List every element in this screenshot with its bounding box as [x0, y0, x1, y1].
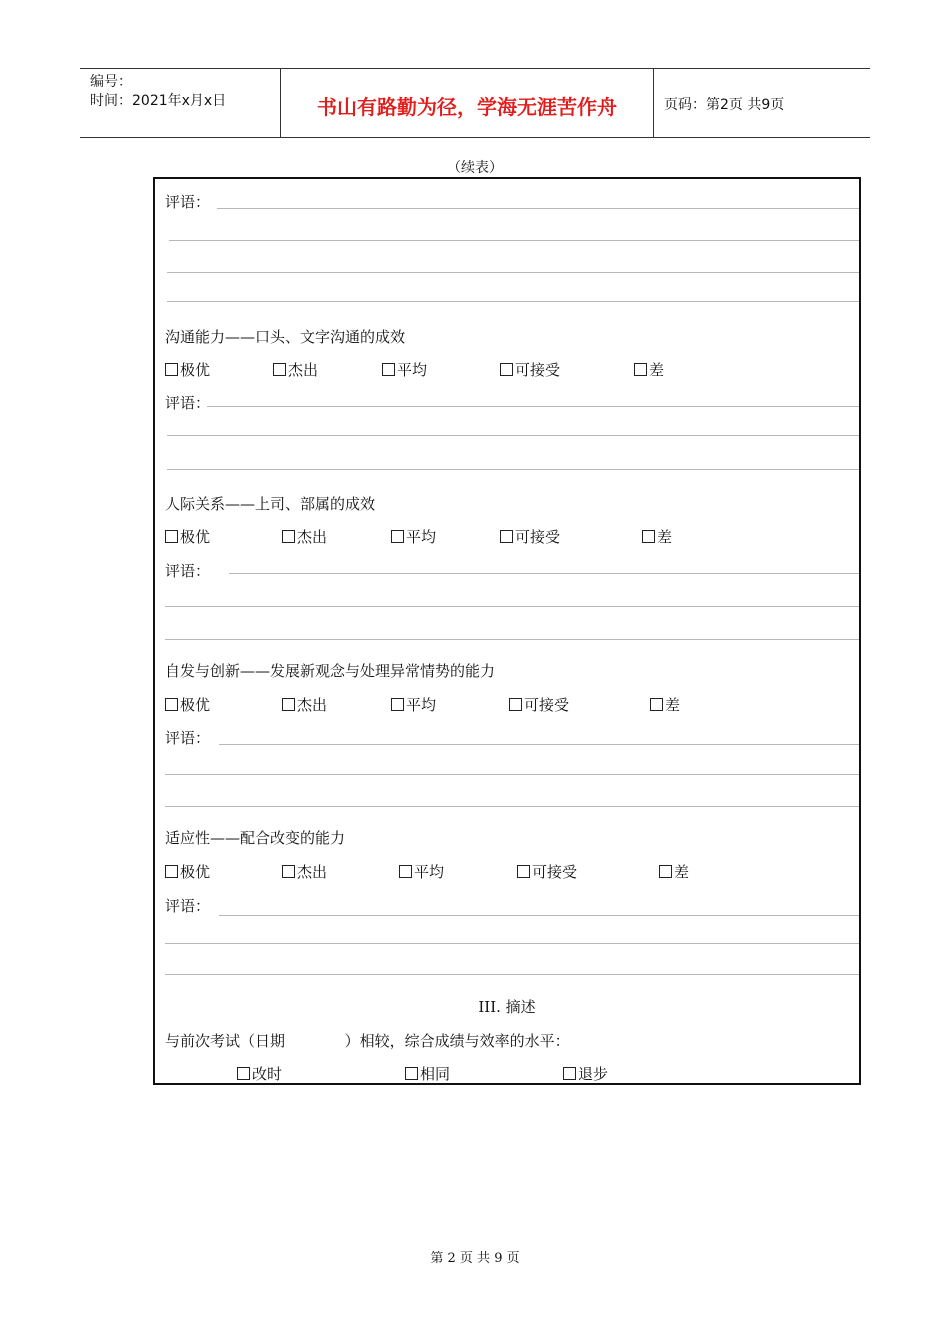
header-motto-cell	[281, 69, 654, 137]
header-page-cell	[654, 69, 870, 137]
checkbox[interactable]	[634, 363, 647, 376]
summary-option-same[interactable]: 相同	[405, 1063, 450, 1084]
rating-option-poor[interactable]: 差	[642, 526, 672, 547]
page-info: 页码：第2页 共9页	[664, 97, 785, 113]
header-meta-cell	[80, 69, 281, 137]
evaluation-form	[153, 177, 861, 1085]
rating-option-excellent[interactable]: 极优	[165, 861, 210, 882]
rating-option-average[interactable]: 平均	[391, 694, 436, 715]
motto: 书山有路勤为径，学海无涯苦作舟	[317, 95, 617, 119]
rating-option-average[interactable]: 平均	[382, 359, 427, 380]
comment-label: 评语：	[165, 562, 211, 580]
section-title: 适应性——配合改变的能力	[165, 829, 346, 847]
checkbox[interactable]	[509, 698, 522, 711]
page-header	[80, 68, 870, 138]
checkbox[interactable]	[165, 865, 178, 878]
comment-line[interactable]	[167, 301, 859, 302]
rating-option-acceptable[interactable]: 可接受	[500, 359, 560, 380]
checkbox[interactable]	[165, 363, 178, 376]
checkbox[interactable]	[273, 363, 286, 376]
comment-line[interactable]	[165, 806, 859, 807]
comment-line[interactable]	[165, 606, 859, 607]
rating-option-outstanding[interactable]: 杰出	[282, 861, 327, 882]
checkbox[interactable]	[642, 530, 655, 543]
summary-question-suffix: ）相较，综合成绩与效率的水平：	[344, 1032, 570, 1050]
comment-line[interactable]	[169, 240, 859, 241]
summary-question	[165, 1030, 570, 1051]
rating-option-poor[interactable]: 差	[659, 861, 689, 882]
comment-line[interactable]	[207, 406, 859, 407]
comment-label: 评语：	[165, 729, 211, 747]
checkbox[interactable]	[500, 530, 513, 543]
comment-line[interactable]	[219, 744, 859, 745]
checkbox[interactable]	[165, 698, 178, 711]
checkbox[interactable]	[659, 865, 672, 878]
comment-line[interactable]	[219, 915, 859, 916]
section-title: 人际关系——上司、部属的成效	[165, 495, 376, 513]
number-label: 编号：	[90, 74, 132, 90]
comment-line[interactable]	[165, 639, 859, 640]
comment-label: 评语：	[165, 193, 211, 211]
comment-line[interactable]	[167, 435, 859, 436]
continued-label: （续表）	[447, 160, 503, 176]
comment-line[interactable]	[165, 974, 859, 975]
summary-question-prefix: 与前次考试（日期	[165, 1032, 286, 1050]
checkbox[interactable]	[237, 1067, 250, 1080]
checkbox[interactable]	[282, 698, 295, 711]
comment-line[interactable]	[167, 469, 859, 470]
checkbox[interactable]	[563, 1067, 576, 1080]
comment-line[interactable]	[229, 573, 859, 574]
rating-option-excellent[interactable]: 极优	[165, 694, 210, 715]
rating-option-outstanding[interactable]: 杰出	[282, 526, 327, 547]
comment-line[interactable]	[217, 208, 859, 209]
summary-option-improved[interactable]: 改时	[237, 1063, 282, 1084]
checkbox[interactable]	[650, 698, 663, 711]
summary-heading: III. 摘述	[478, 998, 536, 1016]
checkbox[interactable]	[382, 363, 395, 376]
comment-line[interactable]	[165, 943, 859, 944]
rating-option-acceptable[interactable]: 可接受	[517, 861, 577, 882]
rating-option-poor[interactable]: 差	[650, 694, 680, 715]
checkbox[interactable]	[500, 363, 513, 376]
checkbox[interactable]	[391, 698, 404, 711]
comment-label: 评语：	[165, 394, 211, 412]
rating-option-excellent[interactable]: 极优	[165, 359, 210, 380]
section-title: 沟通能力——口头、文字沟通的成效	[165, 328, 406, 346]
comment-label: 评语：	[165, 897, 211, 915]
rating-option-outstanding[interactable]: 杰出	[273, 359, 318, 380]
checkbox[interactable]	[282, 865, 295, 878]
checkbox[interactable]	[399, 865, 412, 878]
checkbox[interactable]	[405, 1067, 418, 1080]
checkbox[interactable]	[391, 530, 404, 543]
section-title: 自发与创新——发展新观念与处理异常情势的能力	[165, 662, 496, 680]
rating-option-average[interactable]: 平均	[391, 526, 436, 547]
comment-line[interactable]	[165, 774, 859, 775]
rating-option-average[interactable]: 平均	[399, 861, 444, 882]
rating-option-poor[interactable]: 差	[634, 359, 664, 380]
time-label: 时间：2021年x月x日	[90, 93, 227, 109]
comment-line[interactable]	[167, 272, 859, 273]
page-footer: 第 2 页 共 9 页	[430, 1251, 520, 1266]
checkbox[interactable]	[517, 865, 530, 878]
checkbox[interactable]	[165, 530, 178, 543]
summary-option-regressed[interactable]: 退步	[563, 1063, 608, 1084]
rating-option-excellent[interactable]: 极优	[165, 526, 210, 547]
checkbox[interactable]	[282, 530, 295, 543]
rating-option-acceptable[interactable]: 可接受	[500, 526, 560, 547]
rating-option-acceptable[interactable]: 可接受	[509, 694, 569, 715]
rating-option-outstanding[interactable]: 杰出	[282, 694, 327, 715]
